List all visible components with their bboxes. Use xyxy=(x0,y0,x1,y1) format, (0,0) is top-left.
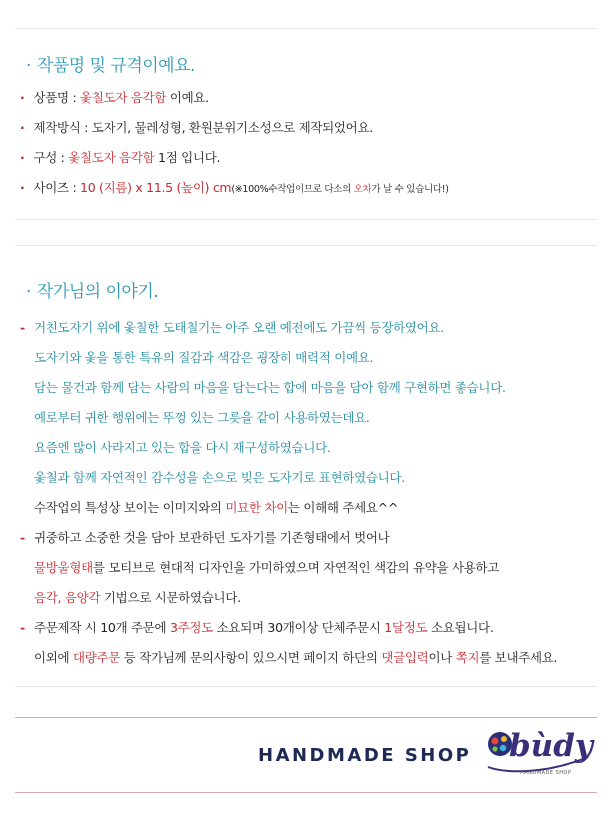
line-text: 귀중하고 소중한 것을 담아 보관하던 도자기를 기존형태에서 벗어나 xyxy=(34,530,390,545)
spec-section-title xyxy=(26,51,195,76)
story-line xyxy=(20,438,331,456)
story-line xyxy=(20,318,444,336)
highlight-text: 미묘한 차이 xyxy=(225,500,288,515)
section2-bottom-divider xyxy=(15,686,597,687)
highlight-text: 음각, 음양각 xyxy=(34,590,101,605)
bullet-marker: · xyxy=(20,150,25,165)
story-line xyxy=(20,558,499,576)
row-text: 1점 입니다. xyxy=(154,150,221,165)
line-text: 소요되며 30개이상 단체주문시 xyxy=(212,620,385,635)
section1-divider xyxy=(15,219,597,220)
story-line xyxy=(20,468,405,486)
product-name-value: 옻칠도자 음각함 xyxy=(80,90,167,105)
highlight-text: 물방울형태 xyxy=(34,560,93,575)
story-section-title xyxy=(26,277,158,302)
dash-marker: - xyxy=(20,620,25,635)
bullet-marker: · xyxy=(20,180,25,195)
story-title-text: 작가님의 이야기. xyxy=(36,282,159,302)
line-text: 등 작가님께 문의사항이 있으시면 페이지 하단의 xyxy=(120,650,382,665)
line-text: 거친도자기 위에 옻칠한 도태칠기는 아주 오랜 예전에도 가끔씩 등장하였어요. xyxy=(34,320,444,335)
line-text: 를 보내주세요. xyxy=(479,650,558,665)
top-divider xyxy=(15,28,597,29)
spec-title-text: 작품명 및 규격이예요. xyxy=(36,56,195,76)
story-line xyxy=(20,618,494,636)
spec-row-size xyxy=(20,178,449,196)
line-text: 는 이해해 주세요^^ xyxy=(287,500,399,515)
line-text: 소요됩니다. xyxy=(427,620,494,635)
story-line xyxy=(20,498,398,516)
story-line xyxy=(20,348,373,366)
budy-logo-text: bùdy xyxy=(509,728,593,764)
bullet-marker: · xyxy=(20,90,25,105)
row-text: 사이즈 : xyxy=(33,180,81,195)
size-value: 10 (지름) x 11.5 (높이) cm xyxy=(80,180,232,195)
spec-row-method xyxy=(20,118,373,136)
line-text: 예로부터 귀한 행위에는 뚜껑 있는 그릇을 같이 사용하였는데요. xyxy=(34,410,370,425)
spec-row-composition xyxy=(20,148,220,166)
row-text: 이예요. xyxy=(166,90,209,105)
dash-marker: - xyxy=(20,530,25,545)
size-note: 가 날 수 있습니다!) xyxy=(371,184,449,195)
handmade-shop-label: HANDMADE SHOP xyxy=(258,745,472,766)
highlight-text: 3주정도 xyxy=(169,620,213,635)
story-line xyxy=(20,408,370,426)
footer-top-divider xyxy=(15,717,597,718)
story-line xyxy=(20,378,506,396)
row-text: 상품명 : xyxy=(33,90,81,105)
line-text: 수작업의 특성상 보이는 이미지와의 xyxy=(34,500,226,515)
line-text: 기법으로 시문하였습니다. xyxy=(100,590,241,605)
story-line xyxy=(20,528,389,546)
line-text: 도자기와 옻을 통한 특유의 질감과 색감은 굉장히 매력적 이예요. xyxy=(34,350,374,365)
highlight-text: 댓글입력 xyxy=(381,650,429,665)
line-text: 담는 물건과 함께 담는 사람의 마음을 담는다는 합에 마음을 담아 함께 구현하면 좋습니다. xyxy=(34,380,506,395)
line-text: 요즘엔 많이 사라지고 있는 합을 다시 재구성하였습니다. xyxy=(34,440,331,455)
line-text: 이나 xyxy=(428,650,456,665)
bullet-marker: · xyxy=(20,120,25,135)
section2-top-divider xyxy=(15,245,597,246)
title-dot: · xyxy=(26,282,31,302)
story-line xyxy=(20,648,557,666)
size-note-highlight: 오차 xyxy=(353,184,372,195)
line-text: 이외에 xyxy=(34,650,73,665)
row-text: 구성 : xyxy=(33,150,69,165)
story-line xyxy=(20,588,241,606)
composition-value: 옻칠도자 음각함 xyxy=(68,150,155,165)
highlight-text: 대량주문 xyxy=(73,650,121,665)
size-note: (※100%수작업이므로 다소의 xyxy=(231,184,354,195)
title-dot: · xyxy=(26,56,31,76)
dash-marker: - xyxy=(20,320,25,335)
budy-logo-subtitle: HANDMADE SHOP xyxy=(520,770,572,776)
row-text: 제작방식 : 도자기, 물레성형, 환원분위기소성으로 제작되었어요. xyxy=(33,120,373,135)
line-text: 옻칠과 함께 자연적인 감수성을 손으로 빚은 도자기로 표현하였습니다. xyxy=(34,470,405,485)
line-text: 주문제작 시 10개 주문에 xyxy=(34,620,170,635)
spec-row-product-name xyxy=(20,88,209,106)
line-text: 를 모티브로 현대적 디자인을 가미하였으며 자연적인 색감의 유약을 사용하고 xyxy=(92,560,500,575)
highlight-text: 쪽지 xyxy=(455,650,480,665)
footer-bottom-divider xyxy=(15,792,597,793)
highlight-text: 1달정도 xyxy=(384,620,428,635)
